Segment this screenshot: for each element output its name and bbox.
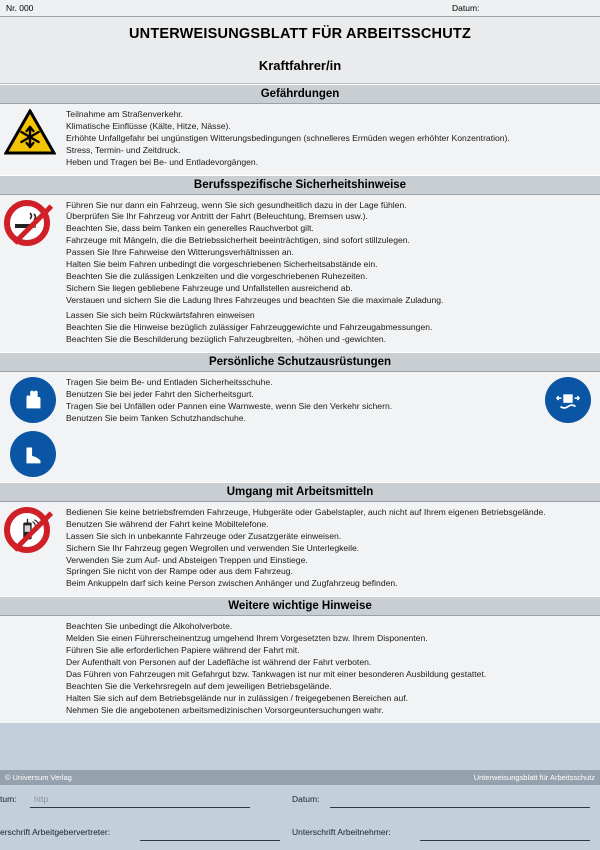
signature-block	[0, 785, 600, 850]
list-item: Benutzen Sie bei jeder Fahrt den Sicherheitsgurt.	[66, 388, 254, 399]
no-mobile-phone-icon	[4, 507, 50, 553]
ort-input[interactable]: http	[34, 794, 49, 804]
list-item: Lassen Sie sich in unbekannte Fahrzeuge oder Zusatzgeräte einweisen.	[66, 530, 342, 541]
list-item: Benutzen Sie während der Fahrt keine Mobiltelefone.	[66, 518, 269, 529]
employer-signature-label: erschrift Arbeitgebervertreter:	[0, 827, 111, 837]
list-item: Sichern Sie liegen gebliebene Fahrzeuge und Unfallstellen ausreichend ab.	[66, 282, 353, 293]
section-body-sicherheitshinweise	[0, 195, 600, 352]
list-item: Der Aufenthalt von Personen auf der Ladefläche ist während der Fahrt verboten.	[66, 656, 372, 667]
list-item: Verstauen und sichern Sie die Ladung Ihres Fahrzeuges und beachten Sie die maximale Zuladung.	[66, 294, 444, 305]
list-item: Tragen Sie bei Unfällen oder Pannen eine Warnweste, wenn Sie den Verkehr sichern.	[66, 400, 393, 411]
icon-stack	[4, 377, 62, 477]
datum-line[interactable]	[330, 807, 590, 808]
list-item: Beim Ankuppeln darf sich keine Person zwischen Anhänger und Zugfahrzeug befinden.	[66, 578, 398, 589]
section-heading-gefaehrdungen: Gefährdungen	[0, 84, 600, 104]
list-item: Klimatische Einflüsse (Kälte, Hitze, Nässe).	[66, 120, 231, 131]
employee-signature-label: Unterschrift Arbeitnehmer:	[292, 827, 391, 837]
handling-glyph	[545, 377, 591, 423]
section-body-weitere-hinweise	[0, 616, 600, 722]
warning-triangle-cold-icon	[4, 109, 56, 155]
section-body-gefaehrdungen	[0, 104, 600, 175]
sheet-number-label: Nr. 000	[6, 3, 34, 13]
section-heading-sicherheitshinweise: Berufsspezifische Sicherheitshinweise	[0, 175, 600, 195]
footer-bar	[0, 770, 600, 785]
list-item: Überprüfen Sie Ihr Fahrzeug vor Antritt der Fahrt (Beleuchtung, Bremsen usw.).	[66, 211, 368, 222]
footer-title-label: Unterweisungsblatt für Arbeitsschutz	[473, 773, 595, 782]
safety-boot-icon	[10, 431, 56, 477]
section-text-arbeitsmittel	[62, 502, 600, 596]
list-item: Das Führen von Fahrzeugen mit Gefahrgut bzw. Tankwagen ist nur mit einer besonderen Ausbildung gestattet.	[66, 668, 487, 679]
list-item: Halten Sie beim Fahren unbedingt die vorgeschriebenen Sicherheitsabstände ein.	[66, 259, 378, 270]
list-item: Stress, Termin- und Zeitdruck.	[66, 144, 181, 155]
icon-column	[0, 104, 62, 160]
list-item: Halten Sie sich auf dem Betriebsgelände nur in zulässigen / freigegebenen Bereichen auf.	[66, 692, 409, 703]
list-item: Heben und Tragen bei Be- und Entladevorgängen.	[66, 156, 259, 167]
no-smoking-icon	[4, 200, 50, 246]
section-text-sicherheitshinweise	[62, 195, 600, 352]
icon-column	[0, 372, 62, 482]
list-item: Tragen Sie beim Be- und Entladen Sicherheitsschuhe.	[66, 376, 273, 387]
list-item: Beachten Sie die Hinweise bezüglich zulässiger Fahrzeuggewichte und Fahrzeugabmessungen.	[66, 322, 433, 333]
list-item: Bedienen Sie keine betriebsfremden Fahrzeuge, Hubgeräte oder Gabelstapler, auch nicht auf Ihrem eigenen Betriebsgelände.	[66, 506, 546, 517]
list-item: Beachten Sie die zulässigen Lenkzeiten und die vorgeschriebenen Ruhezeiten.	[66, 270, 368, 281]
list-item: Beachten Sie, dass beim Tanken ein generelles Rauchverbot gilt.	[66, 223, 314, 234]
manual-handling-icon	[545, 377, 591, 423]
publisher-label: © Universum Verlag	[5, 773, 72, 782]
title-block	[0, 17, 600, 84]
list-item: Erhöhte Unfallgefahr bei ungünstigen Witterungsbedingungen (schnelleres Ermüden wegen erhöhter Konzentration).	[66, 132, 510, 143]
ort-line[interactable]	[30, 807, 250, 808]
list-item: Sichern Sie Ihr Fahrzeug gegen Wegrollen und verwenden Sie Unterlegkeile.	[66, 542, 360, 553]
section-heading-weitere-hinweise: Weitere wichtige Hinweise	[0, 596, 600, 616]
section-body-schutzausruestungen	[0, 372, 600, 482]
section-heading-arbeitsmittel: Umgang mit Arbeitsmitteln	[0, 482, 600, 502]
gloves-icon	[10, 377, 56, 423]
list-item: Melden Sie einen Führerscheinentzug umgehend Ihrem Vorgesetzten bzw. Ihrem Disponenten.	[66, 633, 428, 644]
section-heading-schutzausruestungen: Persönliche Schutzausrüstungen	[0, 352, 600, 372]
datum-label: Datum:	[292, 794, 320, 804]
list-item: Beachten Sie unbedingt die Alkoholverbote.	[66, 621, 233, 632]
list-item: Springen Sie nicht von der Rampe oder aus dem Fahrzeug.	[66, 566, 293, 577]
list-item: Benutzen Sie beim Tanken Schutzhandschuhe.	[66, 412, 246, 423]
section-text-weitere-hinweise	[62, 616, 600, 722]
list-item: Beachten Sie die Beschilderung bezüglich Fahrzeugbreiten, -höhen und -gewichten.	[66, 334, 387, 344]
icon-column	[0, 195, 62, 251]
list-item: Beachten Sie die Verkehrsregeln auf dem jeweiligen Betriebsgelände.	[66, 680, 332, 691]
cigarette-glyph	[10, 206, 44, 240]
right-icon-column	[540, 372, 600, 428]
section-text-gefaehrdungen	[62, 104, 600, 175]
list-item: Verwenden Sie zum Auf- und Absteigen Treppen und Einstiege.	[66, 554, 308, 565]
section-text-schutzausruestungen	[62, 372, 540, 431]
meta-bar	[0, 0, 600, 17]
mobile-phone-glyph	[10, 513, 44, 547]
list-item: Fahrzeuge mit Mängeln, die die Betriebssicherheit beeinträchtigen, sind sofort stillzulegen.	[66, 235, 410, 246]
employee-signature-line[interactable]	[420, 840, 590, 841]
page-title: UNTERWEISUNGSBLATT FÜR ARBEITSSCHUTZ	[128, 26, 472, 42]
page-subtitle: Kraftfahrer/in	[258, 58, 342, 73]
gloves-glyph	[10, 377, 56, 423]
employer-signature-line[interactable]	[140, 840, 280, 841]
list-item: Teilnahme am Straßenverkehr.	[66, 109, 184, 119]
ort-label: tum:	[0, 794, 17, 804]
section-body-arbeitsmittel	[0, 502, 600, 596]
meta-date-label: Datum:	[452, 3, 480, 13]
boot-glyph	[10, 431, 56, 477]
list-item: Führen Sie nur dann ein Fahrzeug, wenn Sie sich gesundheitlich dazu in der Lage fühlen.	[66, 199, 407, 210]
icon-column-empty	[0, 616, 62, 626]
list-item: Nehmen Sie die angebotenen arbeitsmedizinischen Vorsorgeuntersuchungen wahr.	[66, 704, 384, 715]
list-item: Lassen Sie sich beim Rückwärtsfahren einweisen	[66, 310, 255, 321]
list-item: Passen Sie Ihre Fahrweise den Witterungsverhältnissen an.	[66, 247, 294, 258]
list-item: Führen Sie alle erforderlichen Papiere während der Fahrt mit.	[66, 645, 300, 656]
icon-column	[0, 502, 62, 558]
